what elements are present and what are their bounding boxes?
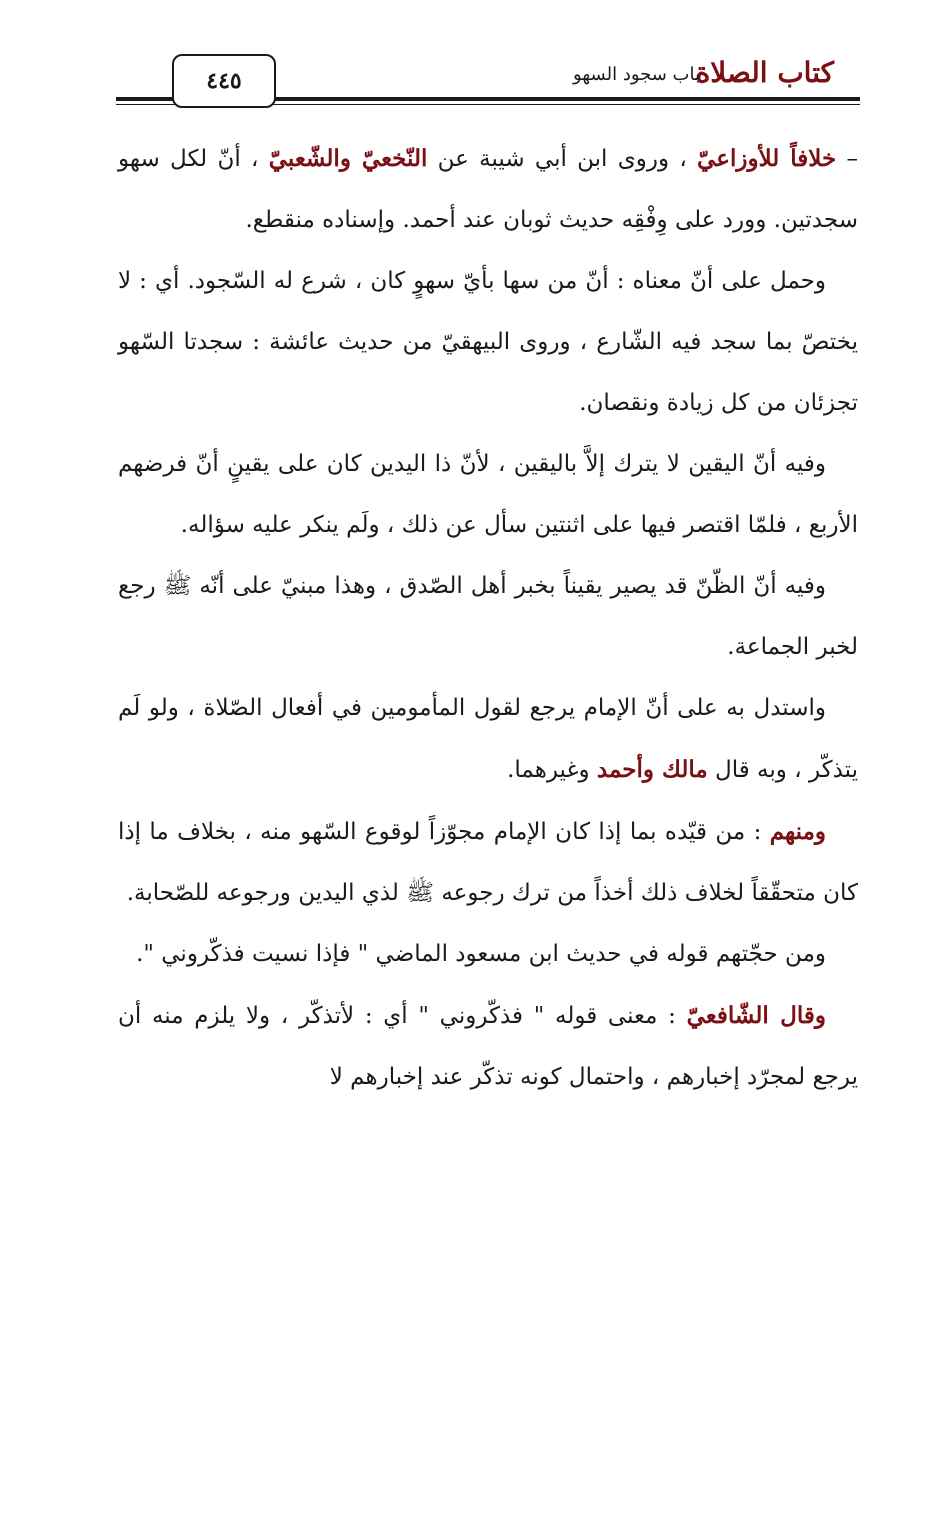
paragraph-text: واستدل به على أنّ الإمام يرجع لقول المأمومين في أفعال الصّلاة ، ولو لَم يتذكّر ، وبه قال	[118, 695, 858, 783]
book-title: كتاب الصلاة	[695, 56, 834, 89]
paragraph-text: وفيه أنّ الظّنّ قد يصير يقيناً بخبر أهل الصّدق ، وهذا مبنيّ على أنّه ﷺ رجع لخبر الجماعة.	[118, 573, 858, 660]
paragraph	[118, 556, 858, 678]
highlighted-name: مالك وأحمد	[596, 756, 708, 783]
chapter-title: باب سجود السهو	[572, 64, 700, 85]
highlighted-name: ومنهم	[769, 818, 826, 845]
paragraph-text: : معنى قوله " فذكّروني " أي : لأتذكّر ، ولا يلزم منه أن يرجع لمجرّد إخبارهم ، واحتمال كونه تذكّر عند إخبارهم لا	[118, 1003, 858, 1090]
paragraph	[118, 801, 858, 924]
page-number: ٤٤٥	[206, 68, 242, 94]
page-body-text	[118, 128, 858, 1108]
highlighted-name: النّخعيّ والشّعبيّ	[268, 145, 428, 172]
paragraph	[118, 251, 858, 434]
paragraph	[118, 434, 858, 556]
paragraph	[118, 128, 858, 251]
paragraph-text: وفيه أنّ اليقين لا يترك إلاَّ باليقين ، لأنّ ذا اليدين كان على يقينٍ أنّ فرضهم الأربع ، فلمّا اقتصر فيها على اثنتين سأل عن ذلك ، ولَم ينكر عليه سؤاله.	[118, 451, 858, 538]
highlighted-name: خلافاً للأوزاعيّ	[697, 145, 837, 172]
page-number-box	[172, 54, 276, 108]
paragraph-text: وغيرهما.	[507, 757, 597, 783]
paragraph	[118, 985, 858, 1108]
paragraph-text: وحمل على أنّ معناه : أنّ من سها بأيّ سهوٍ كان ، شرع له السّجود. أي : لا يختصّ بما سجد فيه الشّارع ، وروى البيهقيّ من حديث عائشة : سجدتا السّهو تجزئان من كل زيادة ونقصان.	[118, 268, 858, 416]
paragraph-text: ، وروى ابن أبي شيبة عن	[427, 146, 698, 172]
paragraph	[118, 924, 858, 985]
highlighted-name: وقال الشّافعيّ	[686, 1002, 827, 1029]
paragraph-text: –	[836, 146, 858, 172]
paragraph-text: : من قيّده بما إذا كان الإمام مجوّزاً لوقوع السّهو منه ، بخلاف ما إذا كان متحقّقاً لخلاف ذلك أخذاً من ترك رجوعه ﷺ لذي اليدين ورجوعه للصّحابة.	[118, 819, 858, 906]
paragraph-text: ومن حجّتهم قوله في حديث ابن مسعود الماضي " فإذا نسيت فذكّروني ".	[136, 941, 826, 967]
paragraph	[118, 678, 858, 801]
paragraph-text: ، أنّ لكل سهو سجدتين. وورد على وِفْقِه حديث ثوبان عند أحمد. وإسناده منقطع.	[118, 146, 858, 233]
